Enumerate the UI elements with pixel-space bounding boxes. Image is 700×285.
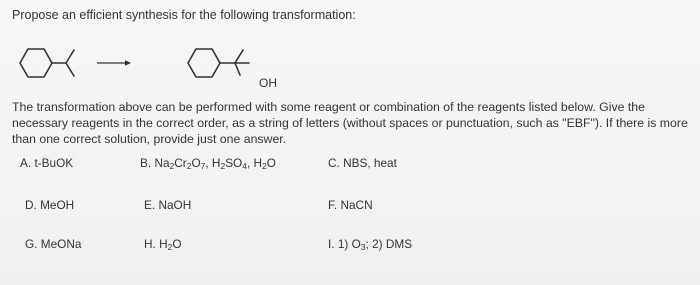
reagent-a-text: t-BuOK — [34, 156, 74, 170]
reagent-d — [25, 198, 74, 212]
reagent-i-letter: I. — [328, 237, 335, 251]
reagent-b — [140, 156, 276, 171]
reagent-h-text: $H_2O$ — [159, 237, 182, 252]
product-structure — [188, 49, 249, 77]
reagent-f — [328, 198, 373, 212]
reagent-i — [328, 237, 412, 252]
reagent-b-text: $Na_2Cr_2O_7$, $H_2SO_4$, $H_2O$ — [154, 156, 276, 171]
reaction-scheme — [18, 30, 308, 94]
reagent-a-letter: A. — [20, 156, 32, 170]
reagent-c — [328, 156, 397, 170]
reagent-g-letter: G. — [25, 237, 38, 251]
reagent-f-text: NaCN — [340, 198, 373, 212]
reagent-h-letter: H. — [144, 237, 156, 251]
reagent-g — [25, 237, 81, 251]
reagent-g-text: MeONa — [40, 237, 82, 251]
reagent-a — [20, 156, 73, 170]
reagent-c-letter: C. — [328, 156, 340, 170]
reagent-e — [144, 198, 191, 212]
reactant-structure — [20, 49, 74, 77]
instructions-text: The transformation above can be performed with some reagent or combination of the reagents listed below. Give the necessary reagents in the correct order, as a string of letters (without spaces or punctuation, such as "EBF"). If there is more than one correct solution, provide just one answer. — [12, 100, 688, 146]
reagent-h — [144, 237, 182, 252]
question-title: Propose an efficient synthesis for the following transformation: — [12, 8, 356, 22]
reaction-arrow-icon — [97, 60, 131, 66]
reagent-b-letter: B. — [140, 156, 152, 170]
reagent-e-letter: E. — [144, 198, 156, 212]
reagent-f-letter: F. — [328, 198, 338, 212]
reagent-i-text: 1) $O_3$; 2) DMS — [337, 237, 413, 252]
reagent-d-letter: D. — [25, 198, 37, 212]
reagent-c-text: NBS, heat — [343, 156, 397, 170]
product-oh-label: OH — [259, 76, 277, 90]
reagent-d-text: MeOH — [40, 198, 75, 212]
reagent-e-text: NaOH — [158, 198, 192, 212]
